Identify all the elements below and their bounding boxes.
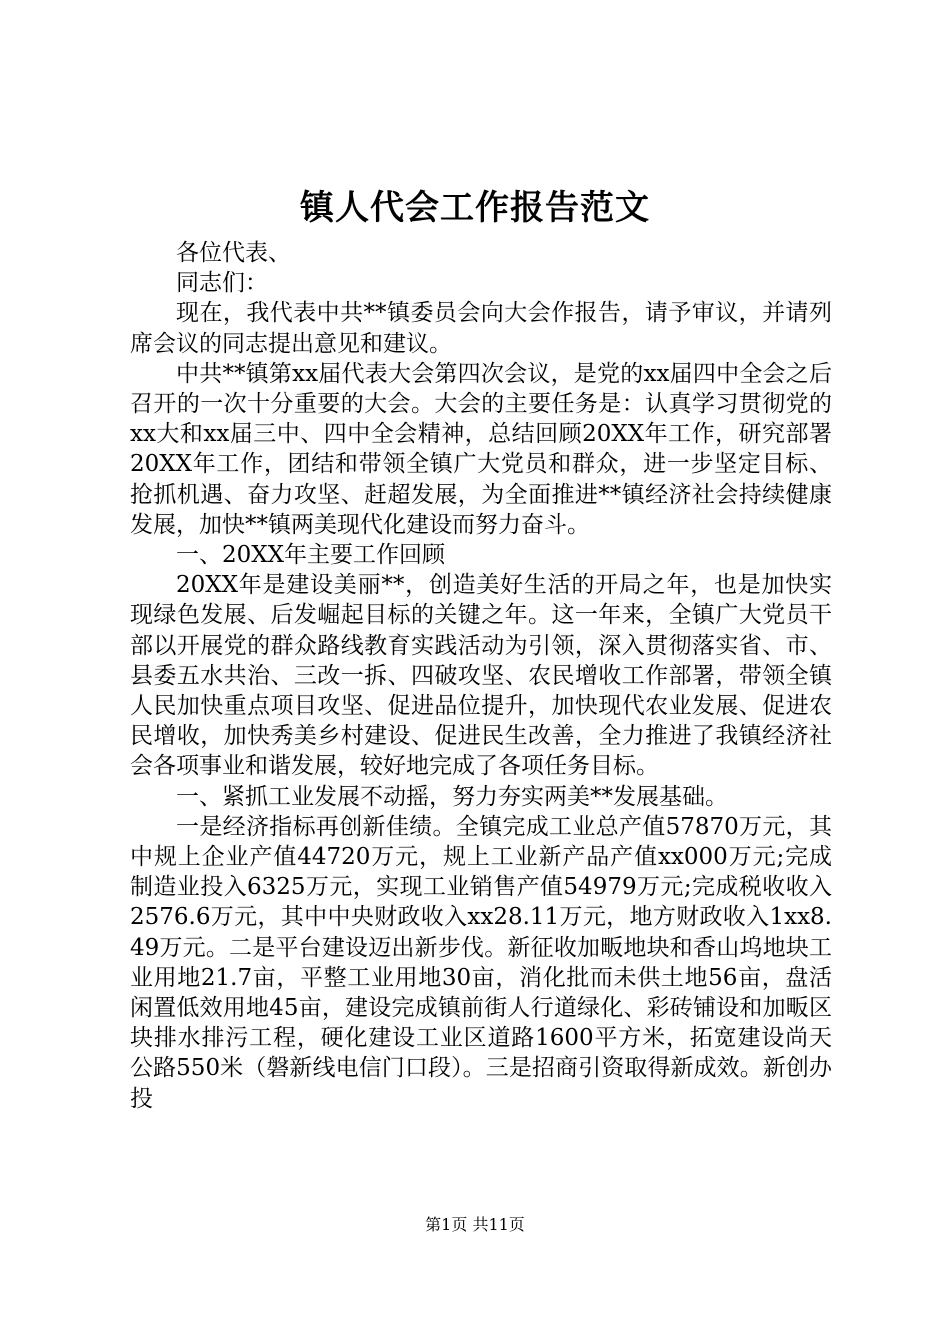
paragraph-salutation-2: 同志们： — [176, 270, 268, 297]
document-body — [130, 238, 832, 1114]
section-heading-review: 一、20XX年主要工作回顾 — [176, 542, 446, 569]
paragraph-review: 20XX年是建设美丽**，创造美好生活的开局之年，也是加快实现绿色发展、后发崛起目标的关键之年。这一年来，全镇广大党员干部以开展党的群众路线教育实践活动为引领，深入贯彻落实省、市、县委五水共治、三改一拆、四破攻坚、农民增收工作部署，带领全镇人民加快重点项目攻坚、促进品位提升，加快现代农业发展、促进农民增收，加快秀美乡村建设、促进民生改善，全力推进了我镇经济社会各项事业和谐发展，较好地完成了各项任务目标。 — [130, 572, 832, 780]
paragraph-salutation-1: 各位代表、 — [176, 240, 291, 266]
section-heading-industry: 一、紧抓工业发展不动摇，努力夯实两美**发展基础。 — [176, 783, 728, 810]
paragraph-intro: 现在，我代表中共**镇委员会向大会作报告，请予审议，并请列席会议的同志提出意见和建议。 — [130, 300, 832, 357]
page-number: 第1页 共11页 — [425, 1215, 525, 1234]
document-title: 镇人代会工作报告范文 — [300, 188, 650, 228]
paragraph-congress: 中共**镇第xx届代表大会第四次会议，是党的xx届四中全会之后召开的一次十分重要的大会。大会的主要任务是：认真学习贯彻党的xx大和xx届三中、四中全会精神，总结回顾20XX年工作，研究部署20XX年工作，团结和带领全镇广大党员和群众，进一步坚定目标、抢抓机遇、奋力攻坚、赶超发展，为全面推进**镇经济社会持续健康发展，加快**镇两美现代化建设而努力奋斗。 — [130, 360, 832, 538]
paragraph-industry: 一是经济指标再创新佳绩。全镇完成工业总产值57870万元，其中规上企业产值44720万元，规上工业新产品产值xx000万元;完成制造业投入6325万元，实现工业销售产值54979万元;完成税收收入2576.6万元，其中中央财政收入xx28.11万元，地方财政收入1xx8.49万元。二是平台建设迈出新步伐。新征收加畈地块和香山坞地块工业用地21.7亩，平整工业用地30亩，消化批而未供土地56亩，盘活闲置低效用地45亩，建设完成镇前街人行道绿化、彩砖铺设和加畈区块排水排污工程，硬化建设工业区道路1600平方米，拓宽建设尚天公路550米（磐新线电信门口段）。三是招商引资取得新成效。新创办投 — [130, 813, 832, 1112]
